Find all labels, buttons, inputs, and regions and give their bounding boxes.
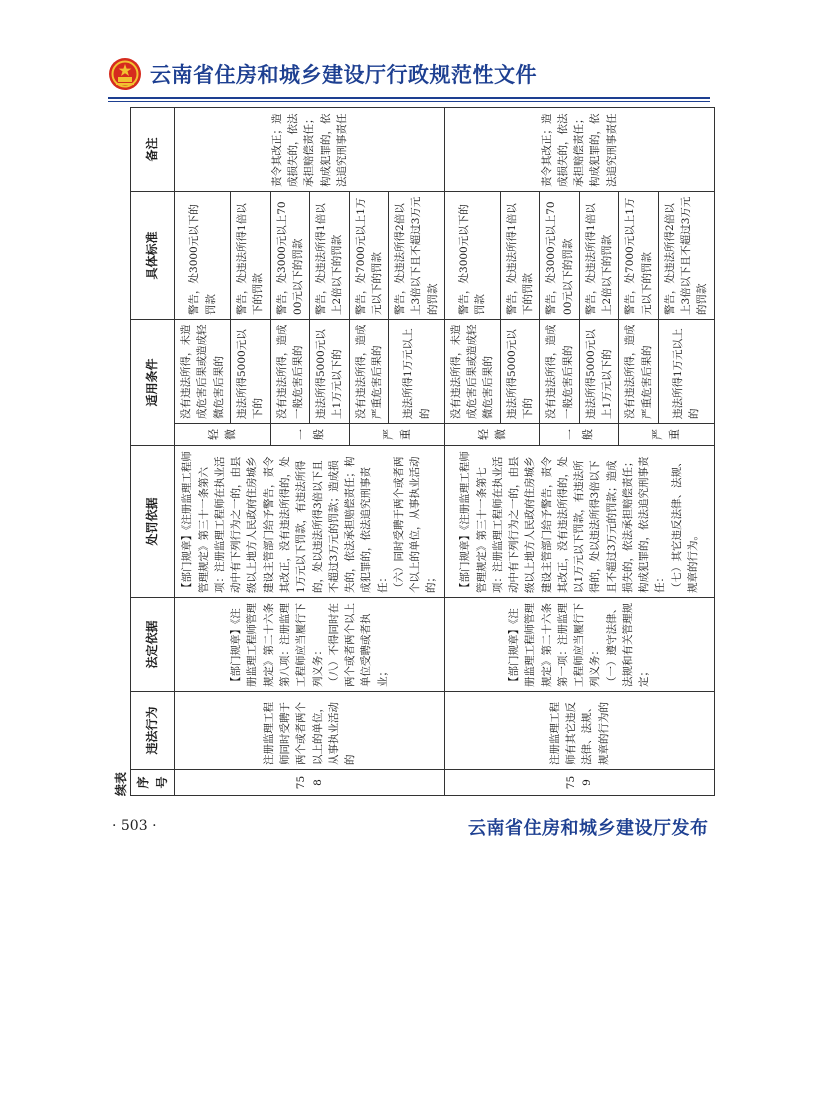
standard-cell: 警告，处违法所得1倍以下的罚款 <box>500 191 540 319</box>
row-no: 758 <box>175 770 445 796</box>
col-header-penalty-basis: 处罚依据 <box>131 446 175 598</box>
condition-cell: 违法所得1万元以上的 <box>389 319 445 423</box>
legal-basis-text: 【部门规章】《注册监理工程师管理规定》第二十六条第八项：注册监理工程师应当履行下列义务： <box>230 603 324 687</box>
col-header-conditions: 适用条件 <box>131 319 175 445</box>
standard-cell: 警告，处违法所得1倍以下的罚款 <box>230 191 270 319</box>
standard-cell: 警告，处3000元以下的罚款 <box>175 191 231 319</box>
table-caption: 续表 <box>114 771 128 796</box>
violation-cell: 注册监理工程师有其它违反法律、法规、规章的行为的 <box>444 692 714 770</box>
standard-cell: 警告，处违法所得1倍以上2倍以下的罚款 <box>310 191 350 319</box>
level-cell: 一般 <box>540 424 619 446</box>
document-series-title: 云南省住房和城乡建设厅行政规范性文件 <box>150 63 537 87</box>
condition-cell: 没有违法所得，未造成危害后果或造成轻微危害后果的 <box>444 319 500 423</box>
table-row <box>444 107 500 795</box>
level-cell: 轻微 <box>175 424 270 446</box>
col-header-standards: 具体标准 <box>131 191 175 319</box>
violation-cell: 注册监理工程师同时受聘于两个或者两个以上的单位，从事执业活动的 <box>175 692 445 770</box>
condition-cell: 没有违法所得，造成一般危害后果的 <box>540 319 580 423</box>
legal-basis-cell <box>175 598 445 692</box>
col-header-remark: 备注 <box>131 107 175 191</box>
condition-cell: 违法所得5000元以上1万元以下的 <box>579 319 619 423</box>
level-cell: 一般 <box>270 424 349 446</box>
penalty-basis-cell <box>175 446 445 598</box>
legal-basis-text: （八）不得同时在两个或者两个以上单位受聘或者执业； <box>327 603 389 687</box>
standard-cell: 警告，处违法所得2倍以上3倍以下且不超过3万元的罚款 <box>658 191 714 319</box>
remark-cell: 责令其改正；造成损失的，依法承担赔偿责任；构成犯罪的，依法追究刑事责任 <box>175 107 445 191</box>
penalty-basis-text: 【部门规章】《注册监理工程师管理规定》第三十一条第七项：注册监理工程师在执业活动中有下列行为之一的，由县级以上地方人民政府住房城乡建设主管部门给予警告，责令其改正，没有违法所得的，处以1万元以下罚款，有违法所得的，处以违法所得3倍以下且不超过3万元的罚款；造成损失的，依法承担赔偿责任；构成犯罪的，依法追究刑事责任： <box>459 451 667 593</box>
page-header <box>108 56 537 92</box>
legal-basis-text: 【部门规章】《注册监理工程师管理规定》第二十六条第一项：注册监理工程师应当履行下列义务： <box>508 603 602 687</box>
publisher-footer: 云南省住房和城乡建设厅发布 <box>468 818 709 839</box>
standard-cell: 警告，处3000元以下的罚款 <box>444 191 500 319</box>
condition-cell: 违法所得1万元以上的 <box>658 319 714 423</box>
standard-cell: 警告，处7000元以上1万元以下的罚款 <box>619 191 659 319</box>
penalty-basis-cell <box>444 446 714 598</box>
condition-cell: 违法所得5000元以下的 <box>500 319 540 423</box>
level-cell: 严重 <box>349 424 444 446</box>
rotated-table-area <box>112 108 772 796</box>
penalty-basis-text: （六）同时受聘于两个或者两个以上的单位，从事执业活动的； <box>392 456 438 593</box>
level-cell: 严重 <box>619 424 714 446</box>
col-header-no: 序号 <box>131 770 175 796</box>
table-row <box>175 107 231 795</box>
header-rule <box>108 97 710 99</box>
page-number: · 503 · <box>112 818 157 834</box>
legal-basis-text: （一）遵守法律、法规和有关管理规定； <box>605 603 651 687</box>
standard-cell: 警告，处3000元以上7000元以下的罚款 <box>270 191 310 319</box>
remark-cell: 责令其改正；造成损失的，依法承担赔偿责任；构成犯罪的，依法追究刑事责任 <box>444 107 714 191</box>
col-header-violation: 违法行为 <box>131 692 175 770</box>
row-no: 759 <box>444 770 714 796</box>
table-header-row <box>131 107 175 795</box>
condition-cell: 没有违法所得，造成严重危害后果的 <box>619 319 659 423</box>
condition-cell: 违法所得5000元以上1万元以下的 <box>310 319 350 423</box>
standard-cell: 警告，处违法所得2倍以上3倍以下且不超过3万元的罚款 <box>389 191 445 319</box>
condition-cell: 没有违法所得，未造成危害后果或造成轻微危害后果的 <box>175 319 231 423</box>
standard-cell: 警告，处违法所得1倍以上2倍以下的罚款 <box>579 191 619 319</box>
header-rule-thin <box>108 101 710 102</box>
standard-cell: 警告，处3000元以上7000元以下的罚款 <box>540 191 580 319</box>
condition-cell: 违法所得5000元以下的 <box>230 319 270 423</box>
condition-cell: 没有违法所得，造成严重危害后果的 <box>349 319 389 423</box>
penalty-table <box>130 107 715 796</box>
legal-basis-cell <box>444 598 714 692</box>
penalty-basis-text: （七）其它违反法律、法规、规章的行为。 <box>670 456 699 593</box>
level-cell: 轻微 <box>444 424 539 446</box>
national-emblem-icon <box>108 57 142 91</box>
standard-cell: 警告，处7000元以上1万元以下的罚款 <box>349 191 389 319</box>
penalty-basis-text: 【部门规章】《注册监理工程师管理规定》第三十一条第六项：注册监理工程师在执业活动中有下列行为之一的，由县级以上地方人民政府住房城乡建设主管部门给予警告，责令其改正，没有违法所得的，处1万元以下罚款，有违法所得的，处以违法所得3倍以下且不超过3万元的罚款；造成损失的，依法承担赔偿责任；构成犯罪的，依法追究刑事责任： <box>181 451 389 593</box>
condition-cell: 没有违法所得，造成一般危害后果的 <box>270 319 310 423</box>
table-frame <box>112 108 752 796</box>
col-header-legal-basis: 法定依据 <box>131 598 175 692</box>
